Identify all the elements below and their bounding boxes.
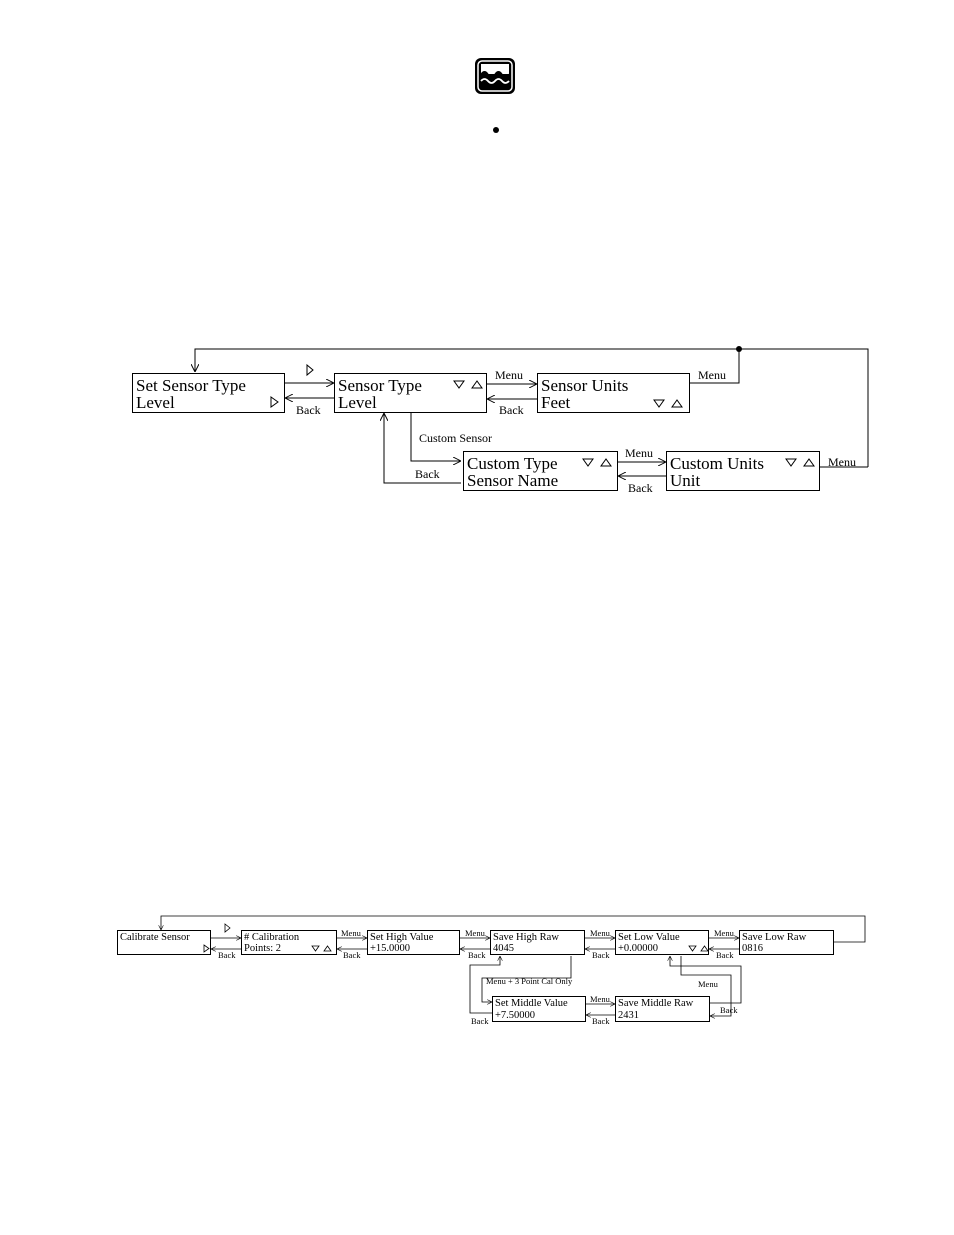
back-label: Back [343, 950, 361, 960]
menu-label: Menu [828, 455, 856, 469]
menu-label: Menu [341, 928, 361, 938]
back-label: Back [415, 467, 440, 481]
back-label: Back [592, 950, 610, 960]
three-point-cal-label: Menu + 3 Point Cal Only [486, 976, 573, 986]
back-label: Back [296, 403, 321, 417]
back-label: Back [716, 950, 734, 960]
cursor-right-icon [203, 944, 210, 953]
set-sensor-type-box: Set Sensor Type Level [132, 373, 285, 413]
cursor-right-icon [225, 924, 230, 932]
set-high-value-box: Set High Value +15.0000 [367, 930, 460, 955]
back-label: Back [468, 950, 486, 960]
down-up-arrows-icon [688, 945, 710, 953]
custom-units-box: Custom Units Unit [666, 451, 820, 491]
back-label: Back [720, 1005, 738, 1015]
menu-label: Menu [590, 994, 610, 1004]
back-label: Back [592, 1016, 610, 1026]
down-up-arrows-icon [311, 945, 333, 953]
menu-label: Menu [590, 928, 610, 938]
back-label: Back [218, 950, 236, 960]
menu-label: Menu [698, 979, 718, 989]
back-label: Back [471, 1016, 489, 1026]
set-middle-value-box: Set Middle Value +7.50000 [492, 996, 586, 1022]
menu-label: Menu [625, 446, 653, 460]
save-low-raw-box: Save Low Raw 0816 [739, 930, 834, 955]
sensor-type-box: Sensor Type Level [334, 373, 487, 413]
back-label: Back [499, 403, 524, 417]
menu-label: Menu [698, 368, 726, 382]
back-label: Back [628, 481, 653, 495]
custom-type-box: Custom Type Sensor Name [463, 451, 618, 491]
menu-label: Menu [495, 368, 523, 382]
save-middle-raw-box: Save Middle Raw 2431 [615, 996, 710, 1022]
calibrate-sensor-box: Calibrate Sensor [117, 930, 211, 955]
custom-sensor-label: Custom Sensor [419, 431, 493, 445]
set-low-value-box: Set Low Value +0.00000 [615, 930, 709, 955]
menu-label: Menu [465, 928, 485, 938]
save-high-raw-box: Save High Raw 4045 [490, 930, 585, 955]
menu-label: Menu [714, 928, 734, 938]
calibration-points-box: # Calibration Points: 2 [241, 930, 337, 955]
sensor-units-box: Sensor Units Feet [537, 373, 690, 413]
